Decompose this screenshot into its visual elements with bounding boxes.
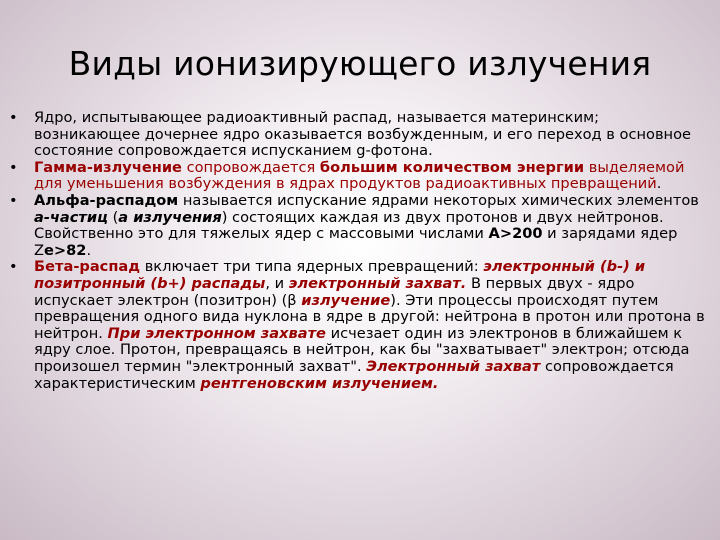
bullet-text: включает три типа ядерных превращений: xyxy=(140,258,484,276)
bullet-text: называется испускание ядрами некоторых химических элементов xyxy=(178,191,699,209)
bullet-text: . xyxy=(656,175,662,193)
bullet-dot-icon: • xyxy=(9,109,18,126)
bullet-text: исчезает один из электронов в ближайшем к ядру слое. Протон, превращаясь в нейтрон, как бы "захватывает" электрон; отсюда произошел термин "электронный захват". xyxy=(34,324,690,375)
term-gamma: Гамма-излучение xyxy=(34,158,182,176)
bullet-text: ). Эти процессы происходят путем превращения одного вида нуклона в ядре в другой: нейтрона в протон или протона в нейтрон. xyxy=(34,291,705,342)
emphasis-text: большим количеством энергии xyxy=(319,158,585,176)
emphasis-text: A>200 xyxy=(488,225,543,243)
bullet-text: ( xyxy=(107,208,119,226)
emphasis-text: излучение xyxy=(301,291,391,309)
bullet-text: Ядро, испытывающее радиоактивный распад, называется материнским; возникающее дочернее ядро оказывается возбужденным, и его переход в основное состояние сопровождается испусканием g-фотона. xyxy=(34,109,691,160)
bullet-list xyxy=(8,110,708,392)
bullet-item-beta xyxy=(8,259,708,392)
emphasis-text: Электронный захват xyxy=(366,357,541,375)
bullet-dot-icon: • xyxy=(9,191,18,209)
bullet-text: и зарядами ядер Z xyxy=(34,225,678,259)
bullet-text: выделяемой для уменьшения возбуждения в ядрах продуктов радиоактивных превращений xyxy=(34,158,685,193)
bullet-text: сопровождается xyxy=(181,158,320,176)
bullet-item-nucleus-decay xyxy=(8,110,708,160)
emphasis-text: a-частиц xyxy=(34,208,108,226)
bullet-text: сопровождается характеристическим xyxy=(34,357,674,392)
slide-title: Виды ионизирующего излучения xyxy=(68,44,652,83)
bullet-text: , и xyxy=(265,274,289,292)
emphasis-text: рентгеновским излучением. xyxy=(200,374,439,392)
term-beta: Бета-распад xyxy=(34,258,141,276)
bullet-text: В первых двух - ядро испускает электрон (позитрон) (β xyxy=(34,274,635,309)
emphasis-text: e>82 xyxy=(44,241,87,259)
emphasis-text: электронный захват. xyxy=(288,274,467,292)
term-alpha: Альфа-распадом xyxy=(34,191,179,209)
bullet-text: ) состоящих каждая из двух протонов и двух нейтронов. Свойственно это для тяжелых ядер с массовыми числами xyxy=(34,208,664,243)
bullet-item-alpha xyxy=(8,193,708,259)
bullet-dot-icon: • xyxy=(9,158,18,176)
bullet-text: . xyxy=(86,241,92,259)
emphasis-text: При электронном захвате xyxy=(107,324,326,342)
bullet-dot-icon: • xyxy=(9,258,18,276)
bullet-item-gamma xyxy=(8,160,708,193)
emphasis-text: a излучения xyxy=(118,208,222,226)
emphasis-text: электронный (b-) и позитронный (b+) распады xyxy=(34,258,646,292)
